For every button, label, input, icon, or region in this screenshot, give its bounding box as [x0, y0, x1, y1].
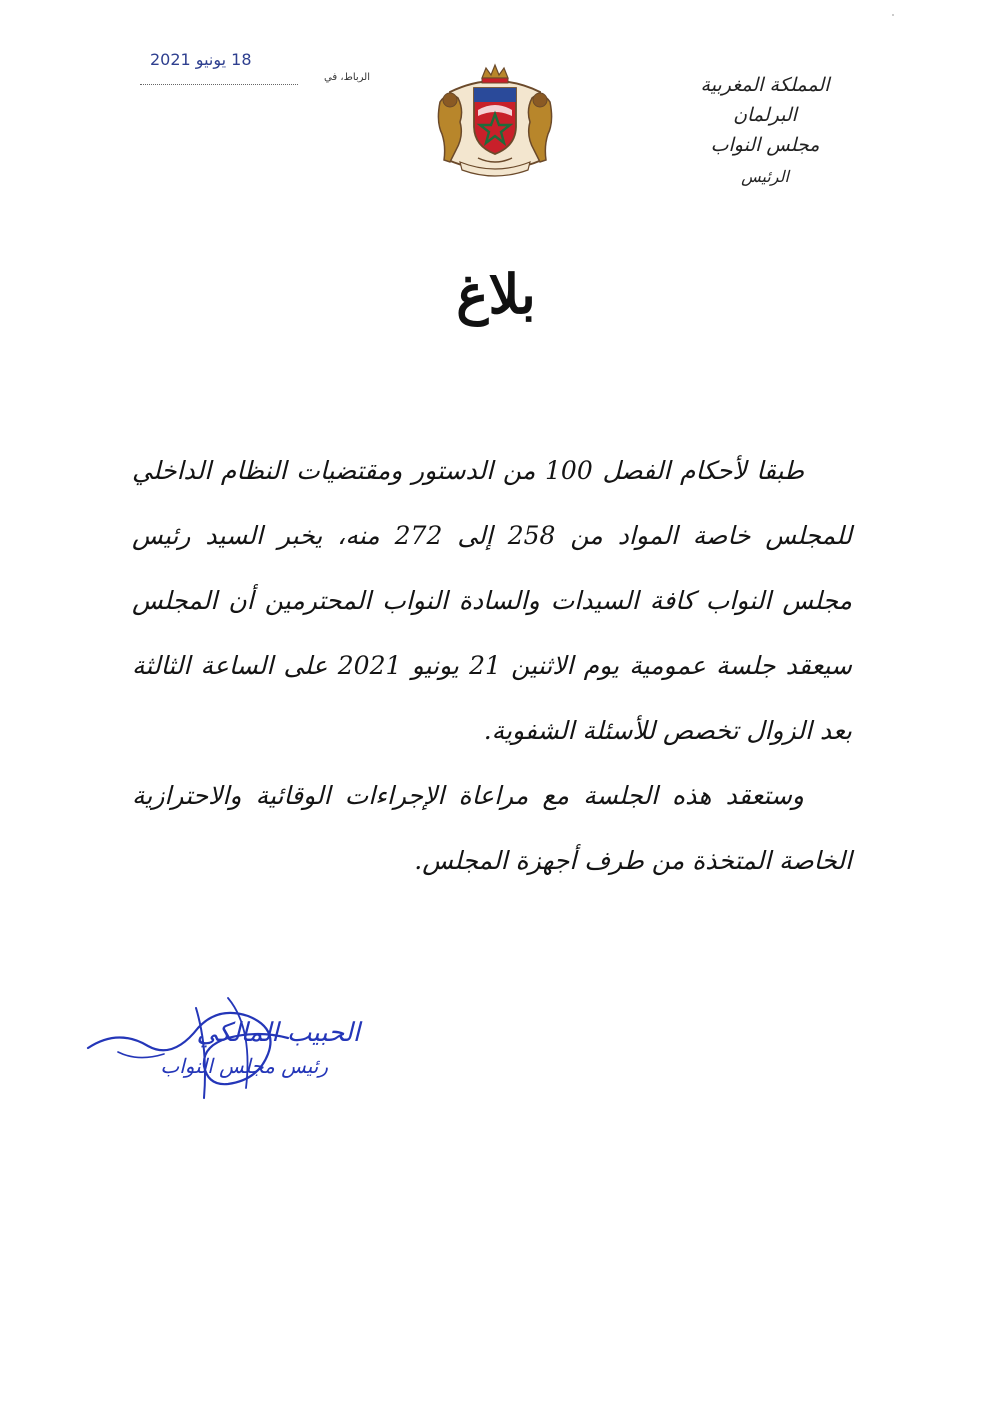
place-prefix: الرباط، في	[324, 72, 370, 83]
institution-parliament: البرلمان	[733, 104, 797, 126]
institution-header	[670, 70, 860, 192]
institution-kingdom: المملكة المغربية	[700, 74, 830, 96]
body-paragraph-1: طبقا لأحكام الفصل 100 من الدستور ومقتضيات النظام الداخلي للمجلس خاصة المواد من 258 إلى 272 منه، يخبر السيد رئيس مجلس النواب كافة السيدات والسادة النواب المحترمين أن المجلس سيعقد جلسة عمومية يوم الاثنين 21 يونيو 2021 على الساعة الثالثة بعد الزوال تخصص للأسئلة الشفوية.	[132, 456, 853, 745]
institution-president: الرئيس	[741, 167, 789, 186]
document-body	[132, 438, 852, 893]
handwritten-signature-icon	[78, 988, 378, 1118]
moroccan-coat-of-arms-icon	[430, 62, 560, 180]
signatory-name: الحبيب المالكي	[196, 1018, 360, 1048]
signature-block	[78, 988, 378, 1118]
document-title: بلاغ	[456, 262, 536, 326]
date-dotted-line	[140, 84, 298, 85]
body-paragraph-2: وستعقد هذه الجلسة مع مراعاة الإجراءات الوقائية والاحترازية الخاصة المتخذة من طرف أجهزة المجلس.	[132, 781, 852, 875]
institution-house: مجلس النواب	[710, 134, 820, 156]
scan-speck	[892, 14, 894, 16]
document-date: 18 يونيو 2021	[150, 50, 252, 69]
signatory-role: رئيس مجلس النواب	[160, 1054, 328, 1078]
place-date-line	[140, 48, 370, 88]
